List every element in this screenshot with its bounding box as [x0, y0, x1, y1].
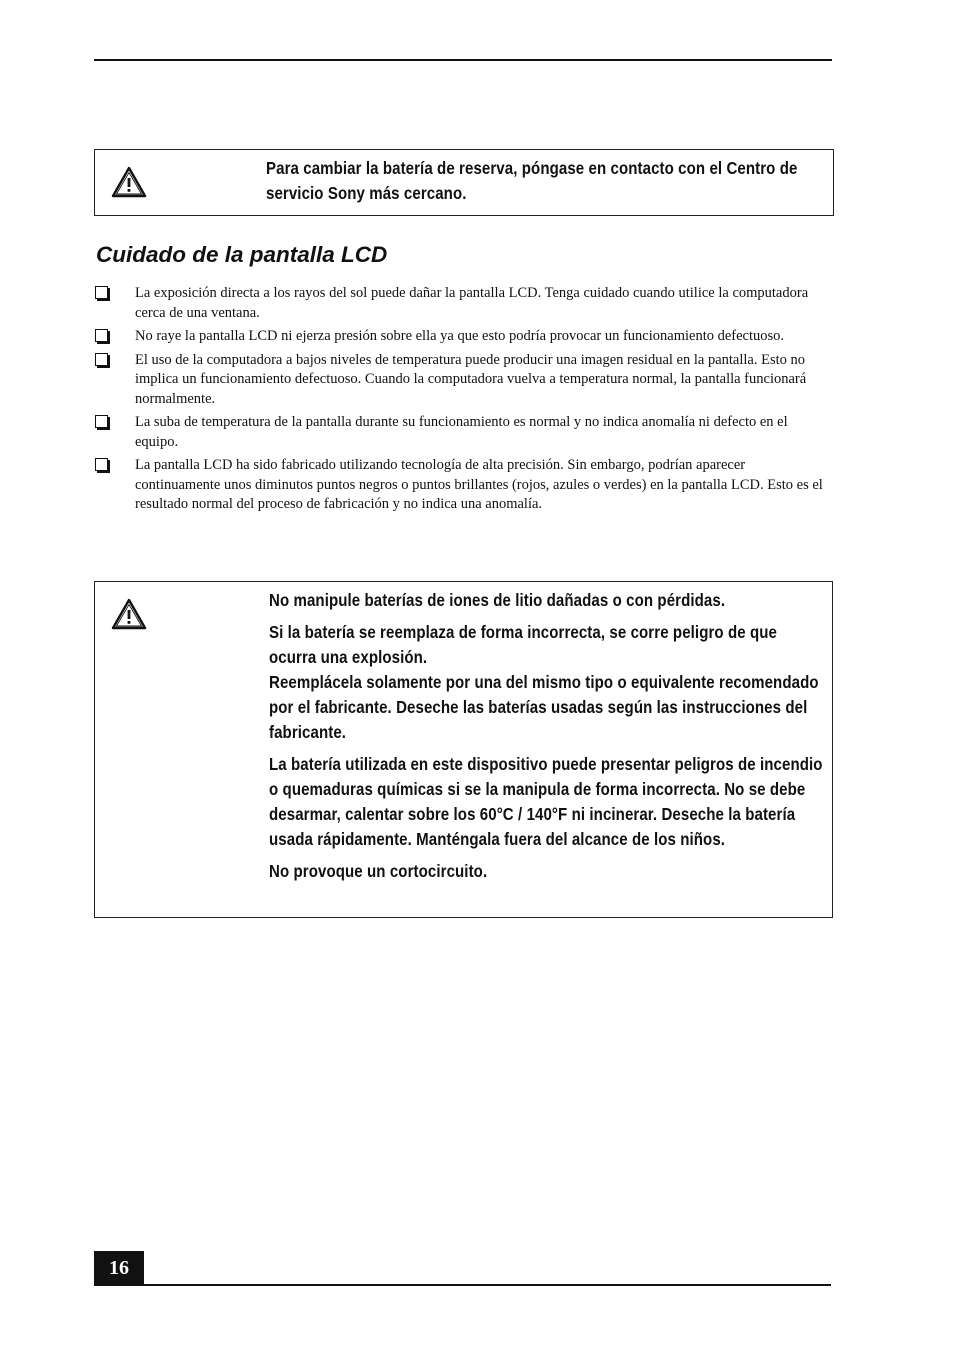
- list-item: [94, 327, 834, 347]
- warning-line: Para cambiar la batería de reserva, póngase en contacto con el Centro de servicio Sony más cercano.: [266, 158, 798, 203]
- list-item: [94, 413, 834, 452]
- list-item-text: La exposición directa a los rayos del sol puede dañar la pantalla LCD. Tenga cuidado cuando utilice la computadora cerca de una ventana.: [135, 285, 809, 321]
- warning-paragraph: Reemplácela solamente por una del mismo tipo o equivalente recomendado por el fabricante. Deseche las baterías usadas según las instrucciones del fabricante.: [269, 672, 819, 742]
- list-item-text: La suba de temperatura de la pantalla durante su funcionamiento es normal y no indica anomalía ni defecto en el equipo.: [135, 414, 788, 450]
- checkbox-bullet-icon: [95, 415, 108, 428]
- header-rule: [94, 59, 832, 61]
- warning-text: [269, 588, 828, 884]
- lcd-care-list: [94, 284, 834, 519]
- list-item-text: El uso de la computadora a bajos niveles de temperatura puede producir una imagen residual en la pantalla. Esto no implica un funcionamiento defectuoso. Cuando la computadora vuelva a temperatura normal, la pantalla funcionará normalmente.: [135, 351, 807, 407]
- warning-paragraph: La batería utilizada en este dispositivo puede presentar peligros de incendio o quemaduras químicas si se la manipula de forma incorrecta. No se debe desarmar, calentar sobre los 60°C / 140°F ni incinerar. Deseche la batería usada rápidamente. Manténgala fuera del alcance de los niños.: [269, 754, 823, 849]
- warning-paragraph: No provoque un cortocircuito.: [269, 861, 488, 881]
- checkbox-bullet-icon: [95, 353, 108, 366]
- list-item-text: No raye la pantalla LCD ni ejerza presión sobre ella ya que esto podría provocar un funcionamiento defectuoso.: [135, 328, 785, 344]
- list-item: [94, 351, 834, 410]
- list-item: [94, 284, 834, 323]
- list-item: [94, 456, 834, 515]
- list-item-text: La pantalla LCD ha sido fabricado utilizando tecnología de alta precisión. Sin embargo, podrían aparecer continuamente unos diminutos puntos negros o puntos brillantes (rojos, azules o verdes) en la pantalla LCD. Esto es el resultado normal del proceso de fabricación y no indica una anomalía.: [135, 457, 823, 512]
- section-title: Cuidado de la pantalla LCD: [96, 242, 388, 267]
- warning-paragraph: Si la batería se reemplaza de forma incorrecta, se corre peligro de que ocurra una explosión.: [269, 622, 777, 667]
- warning-triangle-icon: [111, 598, 147, 630]
- warning-text: [266, 156, 804, 206]
- checkbox-bullet-icon: [95, 458, 108, 471]
- warning-triangle-icon: [111, 166, 147, 198]
- warning-paragraph: No manipule baterías de iones de litio dañadas o con pérdidas.: [269, 590, 726, 610]
- warning-box-backup-battery: [94, 149, 834, 216]
- page-number: 16: [94, 1251, 144, 1286]
- footer-rule: [94, 1284, 831, 1286]
- warning-box-lithium-battery: [94, 581, 833, 918]
- checkbox-bullet-icon: [95, 329, 108, 342]
- checkbox-bullet-icon: [95, 286, 108, 299]
